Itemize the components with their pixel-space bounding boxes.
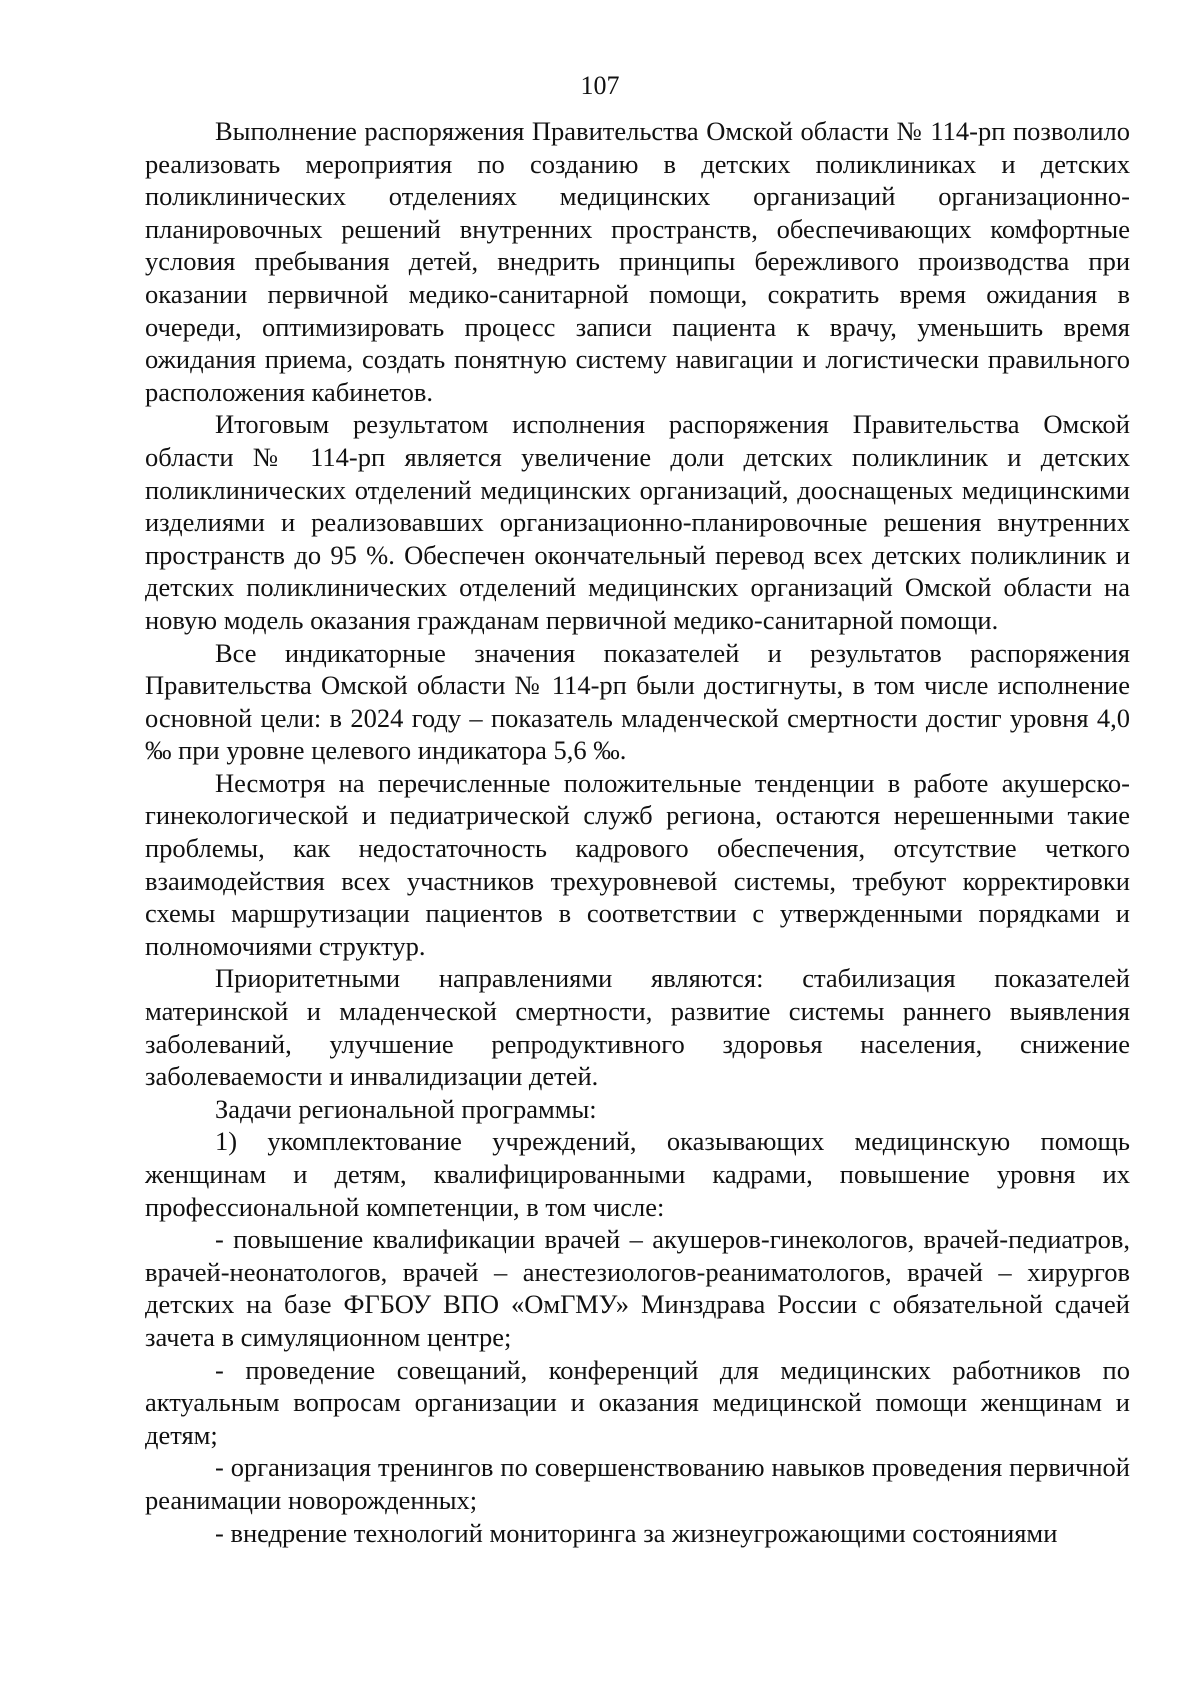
paragraph-priority-directions: Приоритетными направлениями являются: стабилизация показателей материнской и младенческой смертности, развитие системы раннего выявления заболеваний, улучшение репродуктивного здоровья населения, снижение заболеваемости и инвалидизации детей.: [145, 963, 1130, 1092]
paragraph-implementation-results: Выполнение распоряжения Правительства Омской области № 114-рп позволило реализовать мероприятия по созданию в детских поликлиниках и детских поликлинических отделениях медицинских организаций организационно-планировочных решений внутренних пространств, обеспечивающих комфортные условия пребывания детей, внедрить принципы бережливого производства при оказании первичной медико-санитарной помощи, сократить время ожидания в очереди, оптимизировать процесс записи пациента к врачу, уменьшить время ожидания приема, создать понятную систему навигации и логистически правильного расположения кабинетов.: [145, 116, 1130, 407]
document-body: [145, 115, 1130, 1549]
list-item-task-1: 1) укомплектование учреждений, оказывающих медицинскую помощь женщинам и детям, квалифицированными кадрами, повышение уровня их профессиональной компетенции, в том числе:: [145, 1126, 1130, 1222]
paragraph-program-tasks-heading: Задачи региональной программы:: [215, 1093, 597, 1124]
list-item-monitoring-technologies: - внедрение технологий мониторинга за жизнеугрожающими состояниями: [215, 1517, 1058, 1548]
list-item-conferences: - проведение совещаний, конференций для медицинских работников по актуальным вопросам организации и оказания медицинской помощи женщинам и детям;: [145, 1354, 1130, 1450]
page-number: 107: [580, 71, 620, 100]
list-item-qualification-training: - повышение квалификации врачей – акушеров-гинекологов, врачей-педиатров, врачей-неонатологов, врачей – анестезиологов-реаниматологов, врачей – хирургов детских на базе ФГБОУ ВПО «ОмГМУ» Минздрава России с обязательной сдачей зачета в симуляционном центре;: [145, 1224, 1130, 1352]
paragraph-remaining-problems: Несмотря на перечисленные положительные тенденции в работе акушерско-гинекологической и педиатрической служб региона, остаются нерешенными такие проблемы, как недостаточность кадрового обеспечения, отсутствие четкого взаимодействия всех участников трехуровневой системы, требуют корректировки схемы маршрутизации пациентов в соответствии с утвержденными порядками и полномочиями структур.: [145, 767, 1130, 961]
paragraph-indicators-achieved: Все индикаторные значения показателей и результатов распоряжения Правительства Омской области № 114-рп были достигнуты, в том числе исполнение основной цели: в 2024 году – показатель младенческой смертности достиг уровня 4,0 ‰ при уровне целевого индикатора 5,6 ‰.: [145, 637, 1130, 766]
paragraph-final-result: Итоговым результатом исполнения распоряжения Правительства Омской области № 114-рп является увеличение доли детских поликлиник и детских поликлинических отделений медицинских организаций, дооснащеных медицинскими изделиями и реализовавших организационно-планировочные решения внутренних пространств до 95 %. Обеспечен окончательный перевод всех детских поликлиник и детских поликлинических отделений медицинских организаций Омской области на новую модель оказания гражданам первичной медико-санитарной помощи.: [145, 409, 1130, 635]
list-item-resuscitation-trainings: - организация тренингов по совершенствованию навыков проведения первичной реанимации новорожденных;: [145, 1452, 1130, 1515]
